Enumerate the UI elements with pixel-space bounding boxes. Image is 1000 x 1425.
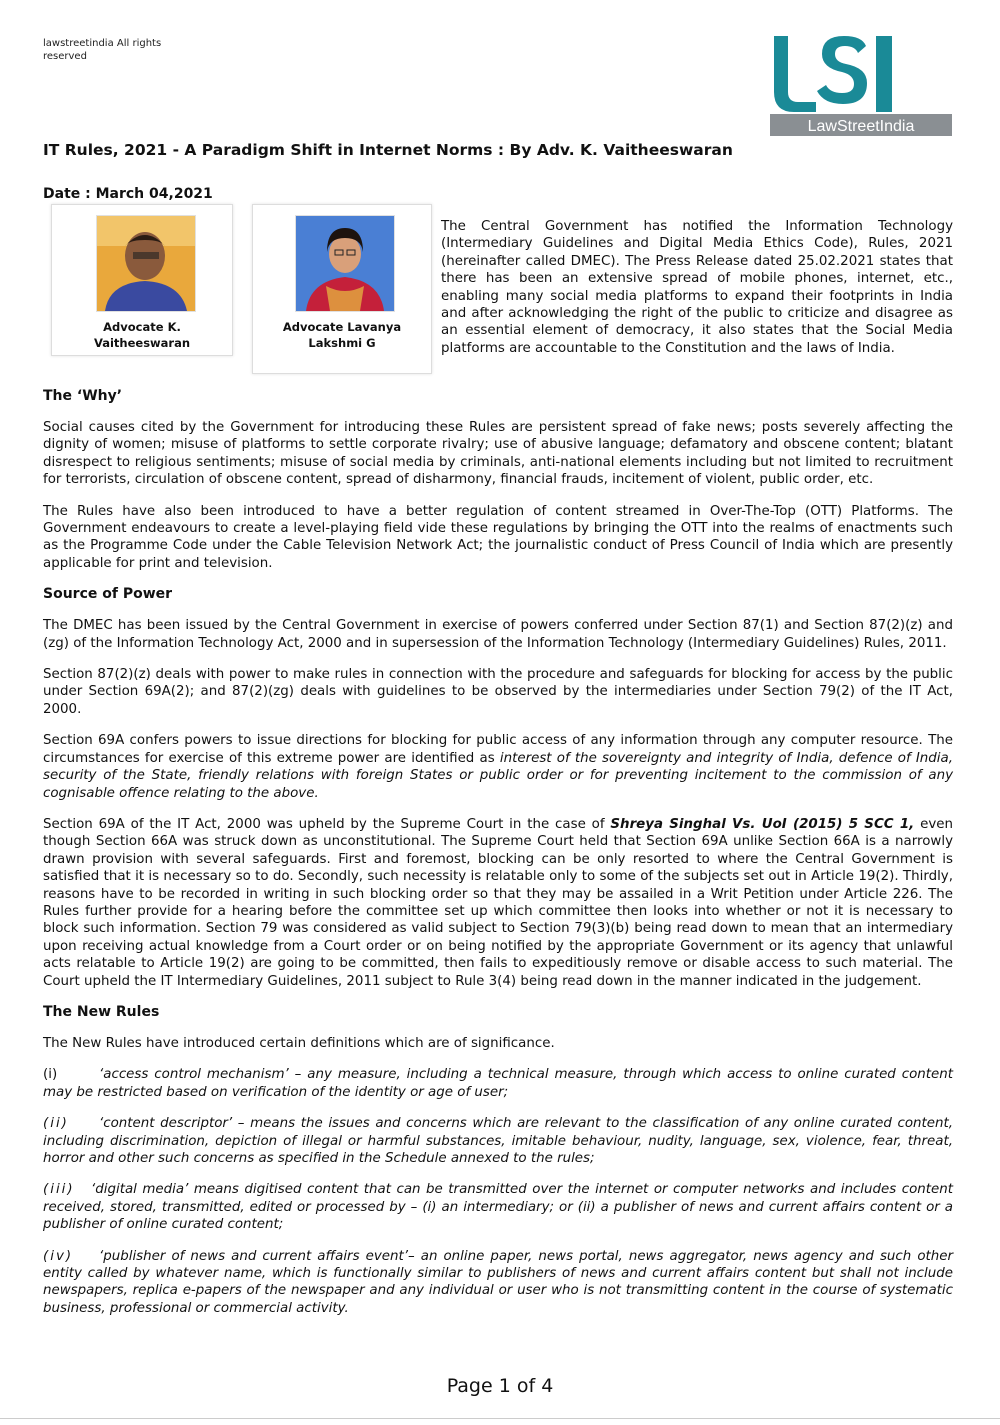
author-name-2-line2: Lakshmi G — [308, 336, 376, 350]
why-paragraph-2: The Rules have also been introduced to have a better regulation of content streamed in Over-The-Top (OTT) Platforms. The Government endeavours to create a level-playing field vide these regulations by bringing the OTT into the realms of enactments such as the Programme Code under the Cable Television Network Act; the journalistic conduct of Press Council of India which are presently applicable for print and television. — [43, 503, 953, 571]
lsi-logo — [770, 30, 955, 138]
power-paragraph-4-text: Section 69A of the IT Act, 2000 was upheld by the Supreme Court in the case of — [43, 816, 611, 832]
power-paragraph-3 — [43, 732, 953, 802]
author-name-1-line1: Advocate K. — [103, 320, 181, 334]
case-citation: Shreya Singhal Vs. UoI (2015) 5 SCC 1, — [610, 816, 915, 832]
page-bottom-divider — [0, 1418, 1000, 1419]
section-heading-power: Source of Power — [43, 586, 173, 603]
definition-number: (i) — [43, 1067, 58, 1083]
definition-item — [43, 1115, 953, 1167]
article-title: IT Rules, 2021 - A Paradigm Shift in Internet Norms : By Adv. K. Vaitheeswaran — [43, 141, 733, 159]
author-card-2 — [252, 204, 432, 374]
author-photo-1 — [96, 215, 196, 312]
power-paragraph-4-rest: even though Section 66A was struck down as unconstitutional. The Supreme Court held that Section 69A unlike Section 66A is a narrowly drawn provision with several safeguards. First and foremost, blocking can be only resorted to where the Central Government is satisfied that it is necessary so to do. Secondly, such necessity is relatable only to some of the subjects set out in Article 19(2). Thirdly, reasons have to be recorded in writing in such blocking order so that they may be assailed in a Writ Petition under Article 226. The Rules further provide for a hearing before the committee set up which committee then looks into whether or not it is necessary to block such information. Section 79 was considered as valid subject to Section 79(3)(b) being read down to mean that an intermediary upon receiving actual knowledge from a Court order or on being notified by the appropriate Government or its agency that unlawful acts relatable to Article 19(2) are going to be committed, then fails to expeditiously remove or disable access to such material. The Court upheld the IT Intermediary Guidelines, 2011 subject to Rule 3(4) being read down in the manner indicated in the judgement. — [43, 816, 953, 989]
power-paragraph-3-text: Section 69A confers powers to issue directions for blocking for public access of any information through any computer resource. The circumstances for exercise of this extreme power are identified as — [43, 733, 953, 766]
author-name-2 — [253, 319, 431, 351]
why-paragraph-1: Social causes cited by the Government for introducing these Rules are persistent spread of fake news; posts severely affecting the dignity of women; misuse of platforms to settle corporate rivalry; use of abusive language; defamatory and obscene content; blatant disrespect to religious sentiments; misuse of social media by criminals, anti-national elements including but not limited to recruitment for terrorists, circulation of obscene content, spread of disharmony, financial frauds, incitement of violent, public order, etc. — [43, 420, 953, 488]
author-name-1 — [52, 319, 232, 351]
article-body — [43, 388, 953, 1331]
definition-number: (ii) — [43, 1116, 69, 1132]
new-rules-paragraph: The New Rules have introduced certain definitions which are of significance. — [43, 1035, 555, 1051]
copyright-notice: lawstreetindia All rights reserved — [43, 38, 162, 62]
definition-text: ‘publisher of news and current affairs event’– an online paper, news portal, news aggregator, news agency and such other entity called by whatever name, which is functionally similar to publishers of news and current affairs content but shall not include newspapers, replica e-papers of the newspaper and any individual or user who is not transmitting content in the course of systematic business, professional or commercial activity. — [43, 1248, 953, 1316]
definition-item — [43, 1181, 953, 1233]
page-number: Page 1 of 4 — [446, 1375, 554, 1397]
power-paragraph-4 — [43, 816, 953, 990]
article-date: Date : March 04,2021 — [43, 186, 213, 202]
intro-paragraph: The Central Government has notified the Information Technology (Intermediary Guidelines and Digital Media Ethics Code), Rules, 2021 (hereinafter called DMEC). The Press Release dated 25.02.2021 states that there has been an extensive spread of mobile phones, internet, etc., enabling many social media platforms to expand their footprints in India and after acknowledging the right of the public to criticize and disagree as an essential element of democracy, it also states that the Social Media platforms are accountable to the Constitution and the laws of India. — [441, 219, 953, 356]
section-heading-why: The ‘Why’ — [43, 388, 123, 404]
author-name-1-line2: Vaitheeswaran — [93, 336, 191, 350]
author-name-2-line1: Advocate Lavanya — [282, 320, 402, 334]
definition-text: ‘access control mechanism’ – any measure, including a technical measure, through which access to online curated content may be restricted based on verification of the identity or age of user; — [43, 1067, 953, 1100]
logo-brand-text: LawStreetIndia — [807, 118, 915, 135]
lsi-logo-mark — [770, 30, 955, 138]
definition-text: ‘content descriptor’ – means the issues and concerns which are relevant to the classification of any online curated content, including discrimination, depiction of illegal or harmful substances, imitable behaviour, nudity, language, sex, violence, fear, threat, horror and other such concerns as specified in the Schedule annexed to the rules; — [43, 1116, 953, 1166]
definition-text: ‘digital media’ means digitised content that can be transmitted over the internet or computer networks and includes content received, stored, transmitted, edited or processed by – (i) an intermediary; or (ii) a publisher of news and current affairs content or a publisher of online curated content; — [43, 1182, 953, 1233]
definition-number: (iv) — [43, 1248, 74, 1264]
power-paragraph-2: Section 87(2)(z) deals with power to make rules in connection with the procedure and safeguards for blocking for access by the public under Section 69A(2); and 87(2)(zg) deals with guidelines to be observed by the intermediaries under Section 79(2) of the IT Act, 2000. — [43, 667, 953, 717]
definition-item — [43, 1066, 953, 1101]
author-card-1 — [51, 204, 233, 356]
author-photo-2 — [295, 215, 395, 312]
definition-number: (iii) — [43, 1182, 75, 1198]
power-paragraph-3-italic: interest of the sovereignty and integrity of India, defence of India, security of the State, friendly relations with foreign States or public order or for preventing incitement to the commission of any cognisable offence relating to the above. — [43, 750, 953, 801]
definition-item — [43, 1248, 953, 1318]
section-heading-new-rules: The New Rules — [43, 1003, 160, 1020]
power-paragraph-1: The DMEC has been issued by the Central Government in exercise of powers conferred under Section 87(1) and Section 87(2)(z) and (zg) of the Information Technology Act, 2000 and in supersession of the Information Technology (Intermediary Guidelines) Rules, 2011. — [43, 618, 953, 651]
